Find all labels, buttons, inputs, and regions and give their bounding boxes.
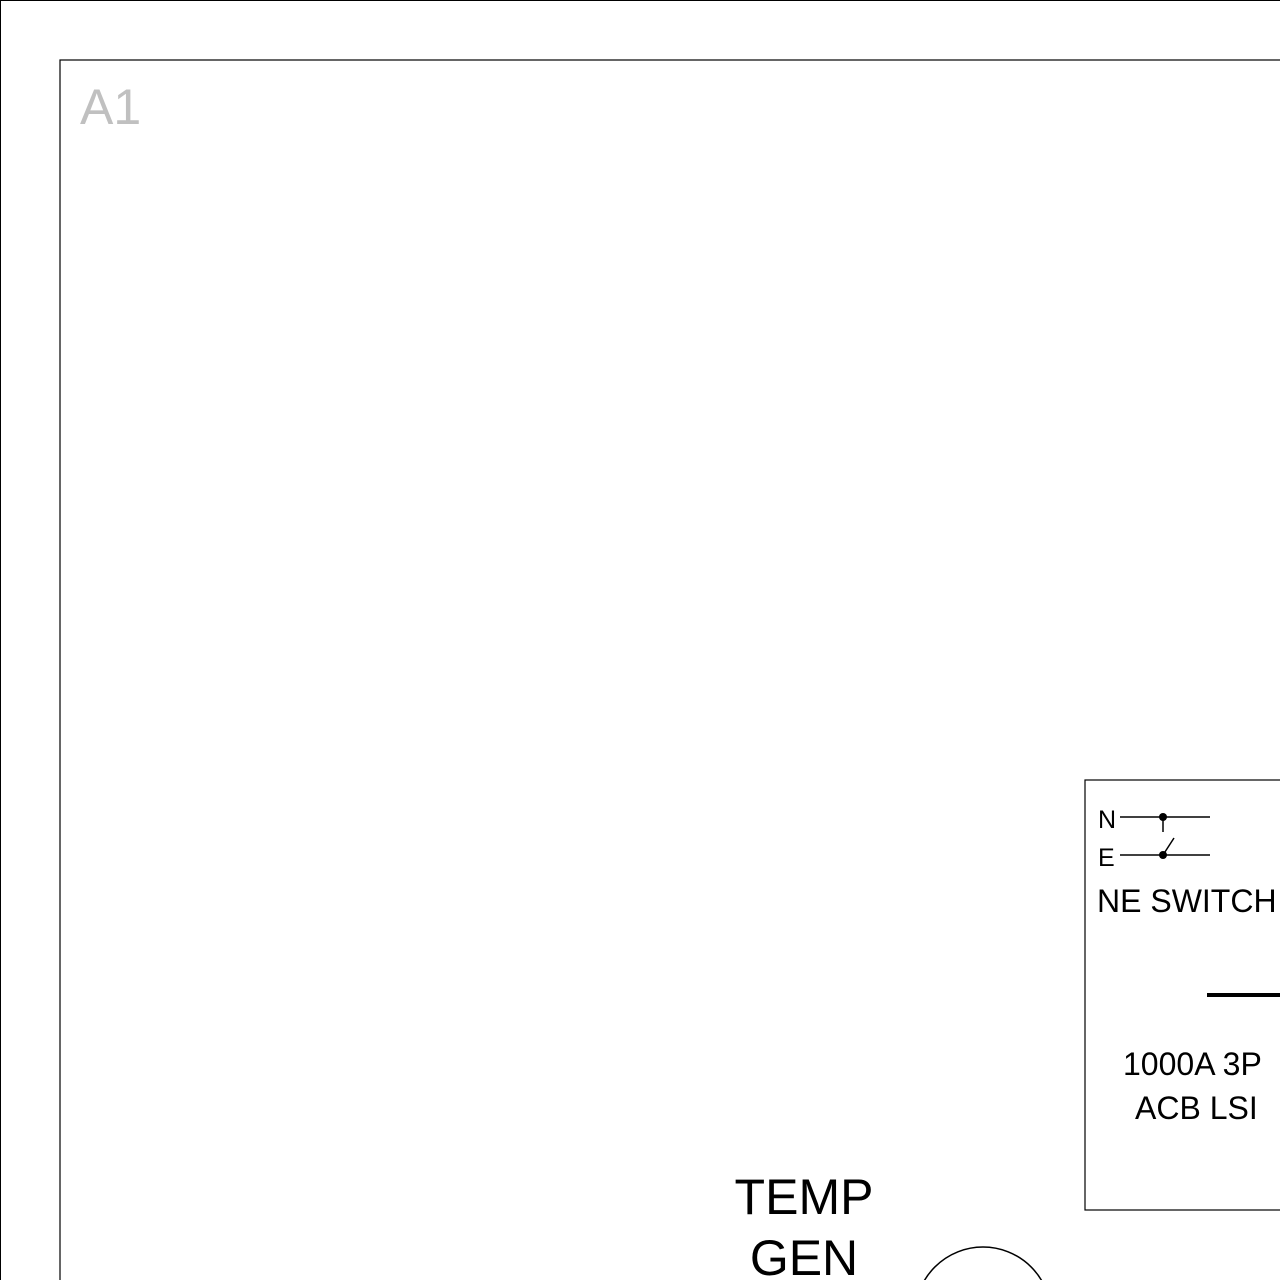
ne-switch-label: NE SWITCH (1097, 883, 1277, 919)
acb-breaker (1123, 995, 1280, 1126)
link-blade-line (1163, 838, 1174, 855)
generator-circle-symbol (915, 1247, 1051, 1280)
grid-reference-label: A1 (80, 79, 142, 135)
breaker-rating-line1: 1000A 3P (1123, 1046, 1262, 1082)
generator-label-line2: GEN (749, 1230, 859, 1280)
ne-switch-terminal-n: N (1098, 806, 1117, 834)
ne-switch-symbol (1097, 806, 1277, 919)
generator-label-line1: TEMP (734, 1169, 874, 1225)
outer-sheet-border (1, 1, 1280, 1280)
temp-generator (735, 1169, 1051, 1280)
breaker-rating-line2: ACB LSI (1135, 1090, 1258, 1126)
inner-drawing-frame (60, 60, 1280, 1280)
ne-switch-terminal-e: E (1098, 844, 1115, 872)
